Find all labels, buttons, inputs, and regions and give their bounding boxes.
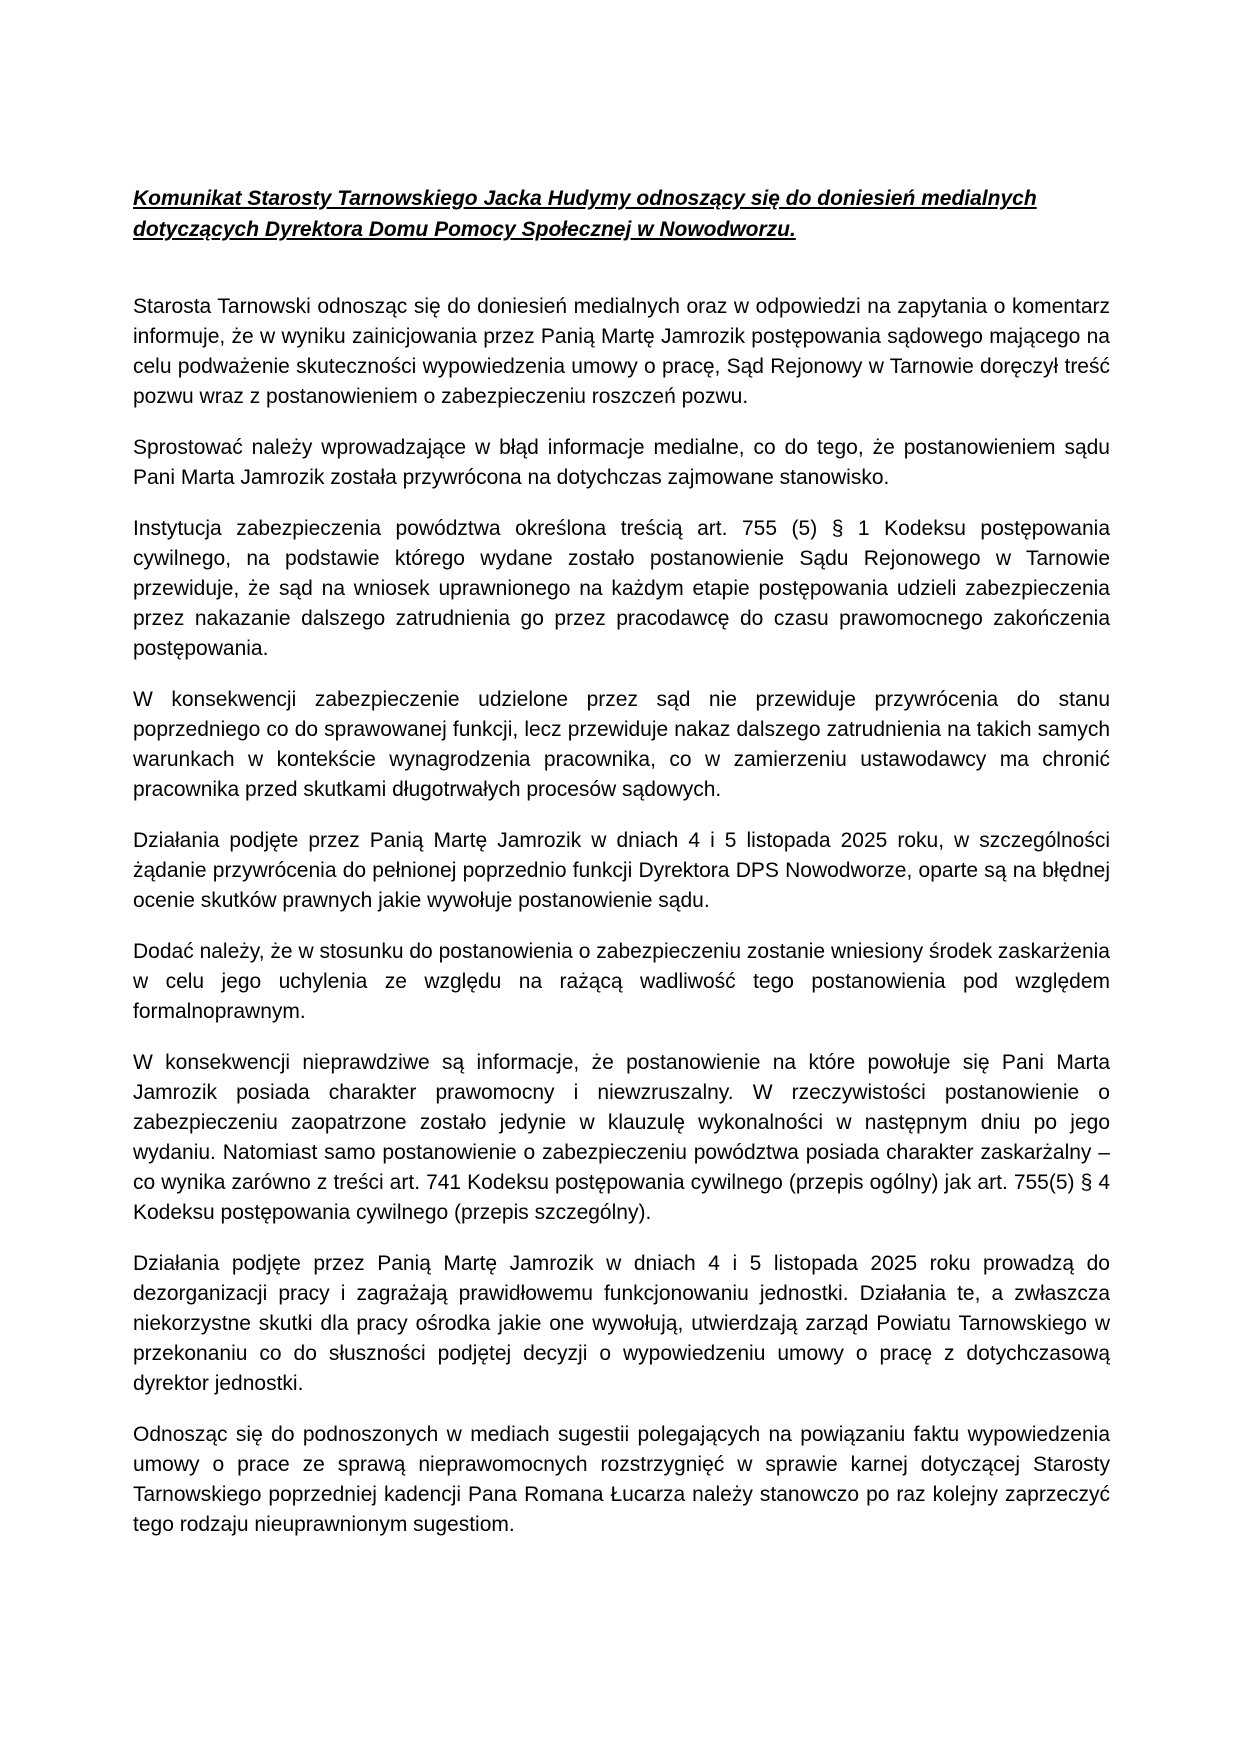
paragraph-4: W konsekwencji zabezpieczenie udzielone przez sąd nie przewiduje przywrócenia do stanu poprzedniego co do sprawowanej funkcji, lecz przewiduje nakaz dalszego zatrudnienia na takich samych warunkach w kontekście wynagrodzenia pracownika, co w zamierzeniu ustawodawcy ma chronić pracownika przed skutkami długotrwałych procesów sądowych. (133, 688, 1110, 801)
document-title: Komunikat Starosty Tarnowskiego Jacka Hudymy odnoszący się do doniesień medialnych dotyczących Dyrektora Domu Pomocy Społecznej w Nowodworzu. (133, 187, 1037, 241)
paragraph-1: Starosta Tarnowski odnosząc się do doniesień medialnych oraz w odpowiedzi na zapytania o komentarz informuje, że w wyniku zainicjowania przez Panią Martę Jamrozik postępowania sądowego mającego na celu podważenie skuteczności wypowiedzenia umowy o pracę, Sąd Rejonowy w Tarnowie doręczył treść pozwu wraz z postanowieniem o zabezpieczeniu roszczeń pozwu. (133, 295, 1110, 408)
paragraph-2: Sprostować należy wprowadzające w błąd informacje medialne, co do tego, że postanowieniem sądu Pani Marta Jamrozik została przywrócona na dotychczas zajmowane stanowisko. (133, 436, 1110, 489)
paragraph-8: Działania podjęte przez Panią Martę Jamrozik w dniach 4 i 5 listopada 2025 roku prowadzą do dezorganizacji pracy i zagrażają prawidłowemu funkcjonowaniu jednostki. Działania te, a zwłaszcza niekorzystne skutki dla pracy ośrodka jakie one wywołują, utwierdzają zarząd Powiatu Tarnowskiego w przekonaniu co do słuszności podjętej decyzji o wypowiedzeniu umowy o pracę z dotychczasową dyrektor jednostki. (133, 1252, 1110, 1395)
paragraph-7: W konsekwencji nieprawdziwe są informacje, że postanowienie na które powołuje się Pani Marta Jamrozik posiada charakter prawomocny i niewzruszalny. W rzeczywistości postanowienie o zabezpieczeniu zaopatrzone zostało jedynie w klauzulę wykonalności w następnym dniu po jego wydaniu. Natomiast samo postanowienie o zabezpieczeniu powództwa posiada charakter zaskarżalny – co wynika zarówno z treści art. 741 Kodeksu postępowania cywilnego (przepis ogólny) jak art. 755(5) § 4 Kodeksu postępowania cywilnego (przepis szczególny). (133, 1051, 1110, 1224)
paragraph-5: Działania podjęte przez Panią Martę Jamrozik w dniach 4 i 5 listopada 2025 roku, w szczególności żądanie przywrócenia do pełnionej poprzednio funkcji Dyrektora DPS Nowodworze, oparte są na błędnej ocenie skutków prawnych jakie wywołuje postanowienie sądu. (133, 829, 1110, 912)
paragraph-6: Dodać należy, że w stosunku do postanowienia o zabezpieczeniu zostanie wniesiony środek zaskarżenia w celu jego uchylenia ze względu na rażącą wadliwość tego postanowienia pod względem formalnoprawnym. (133, 940, 1110, 1023)
paragraph-9: Odnosząc się do podnoszonych w mediach sugestii polegających na powiązaniu faktu wypowiedzenia umowy o prace ze sprawą nieprawomocnych rozstrzygnięć w sprawie karnej dotyczącej Starosty Tarnowskiego poprzedniej kadencji Pana Romana Łucarza należy stanowczo po raz kolejny zaprzeczyć tego rodzaju nieuprawnionym sugestiom. (133, 1423, 1110, 1536)
paragraph-3: Instytucja zabezpieczenia powództwa określona treścią art. 755 (5) § 1 Kodeksu postępowania cywilnego, na podstawie którego wydane zostało postanowienie Sądu Rejonowego w Tarnowie przewiduje, że sąd na wniosek uprawnionego na każdym etapie postępowania udzieli zabezpieczenia przez nakazanie dalszego zatrudnienia go przez pracodawcę do czasu prawomocnego zakończenia postępowania. (133, 517, 1110, 660)
